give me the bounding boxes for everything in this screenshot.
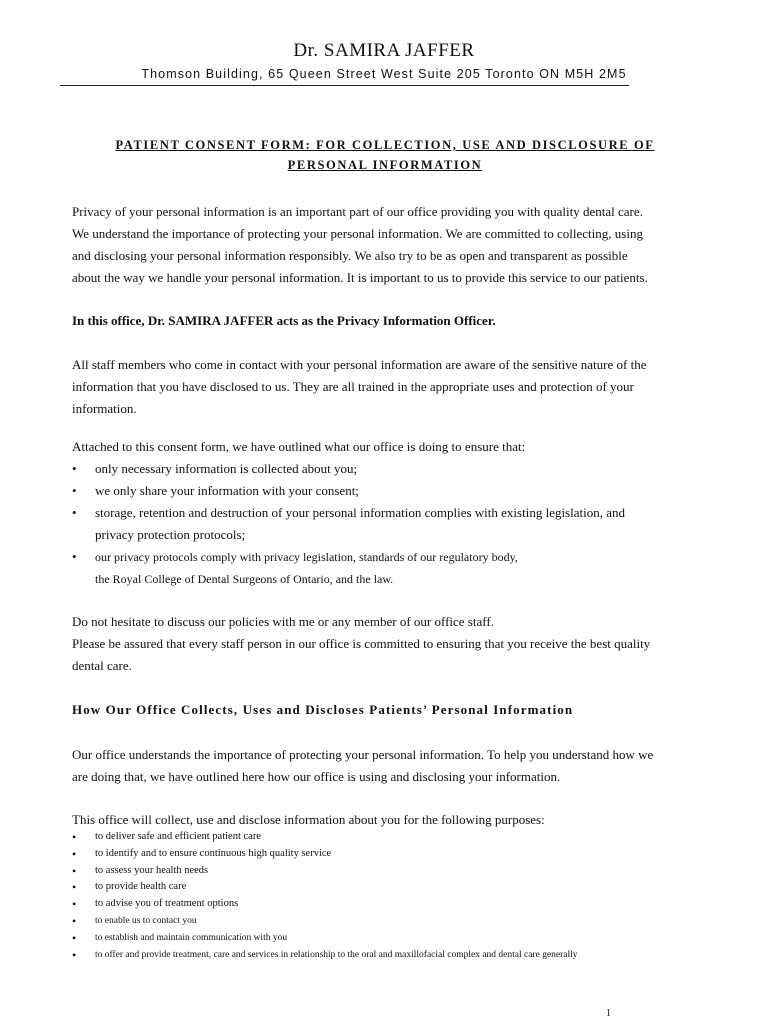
intro-line: Privacy of your personal information is an important part of our office providing you with quality dental care. [72, 204, 643, 219]
bullet-icon: • [72, 505, 77, 520]
purposes-intro: This office will collect, use and disclose information about you for the following purposes: [72, 812, 545, 827]
list-item [72, 947, 578, 964]
list-item-text: to offer and provide treatment, care and services in relationship to the oral and maxillofacial complex and dental care generally [95, 949, 578, 960]
list-item [72, 829, 578, 846]
list-item-text: to assess your health needs [95, 864, 209, 876]
page-number: 1 [606, 1008, 611, 1019]
bullet-icon: • [72, 846, 77, 861]
list-item [72, 913, 578, 930]
discuss-paragraph [72, 611, 650, 677]
list-item [72, 480, 625, 502]
list-item-text: the Royal College of Dental Surgeons of Ontario, and the law. [95, 572, 394, 586]
bullet-icon: • [72, 947, 77, 962]
staff-paragraph [72, 354, 646, 420]
section-heading: How Our Office Collects, Uses and Discloses Patients’ Personal Information [72, 702, 574, 717]
list-item [72, 863, 578, 880]
staff-line: information. [72, 401, 137, 416]
ensure-list [72, 458, 625, 590]
list-item-text: to identify and to ensure continuous high quality service [95, 847, 332, 859]
bullet-icon: • [72, 461, 77, 476]
bullet-icon: • [72, 483, 77, 498]
form-title-line-2: PERSONAL INFORMATION [287, 158, 483, 172]
doctor-name: Dr. SAMIRA JAFFER [293, 40, 475, 61]
list-item-text: to provide health care [95, 881, 187, 893]
form-title-line-1: PATIENT CONSENT FORM: FOR COLLECTION, USE AND DISCLOSURE OF [115, 138, 655, 152]
header-divider [60, 85, 629, 86]
bullet-icon: • [72, 897, 77, 912]
intro-line: and disclosing your personal information responsibly. We also try to be as open and transparent as possible [72, 248, 628, 263]
office-address: Thomson Building, 65 Queen Street West Suite 205 Toronto ON M5H 2M5 [141, 67, 627, 81]
staff-line: information that you have disclosed to us. They are all trained in the appropriate uses and protection of your [72, 379, 634, 394]
discuss-line: dental care. [72, 658, 132, 673]
attached-intro: Attached to this consent form, we have outlined what our office is doing to ensure that: [72, 439, 526, 454]
bullet-icon: • [72, 549, 77, 564]
intro-line: about the way we handle your personal information. It is important to us to provide this service to our patients. [72, 270, 648, 285]
list-item [72, 930, 578, 947]
list-item-text: to enable us to contact you [95, 915, 197, 926]
discuss-line: Please be assured that every staff person in our office is committed to ensuring that you receive the best quality [72, 636, 651, 651]
list-item-text: to deliver safe and efficient patient care [95, 831, 261, 842]
bullet-icon: • [72, 880, 77, 895]
understands-line: are doing that, we have outlined here how our office is using and disclosing your information. [72, 769, 561, 784]
list-item-text: to advise you of treatment options [95, 898, 239, 910]
staff-line: All staff members who come in contact with your personal information are aware of the sensitive nature of the [72, 357, 647, 372]
discuss-line: Do not hesitate to discuss our policies with me or any member of our office staff. [72, 614, 494, 629]
list-item [72, 879, 578, 896]
list-item-text: storage, retention and destruction of your personal information complies with existing legislation, and [95, 505, 625, 520]
intro-paragraph [72, 201, 648, 289]
bullet-icon: • [72, 930, 77, 945]
privacy-officer-statement: In this office, Dr. SAMIRA JAFFER acts as the Privacy Information Officer. [72, 313, 496, 328]
list-item [72, 502, 625, 546]
bullet-icon: • [72, 830, 77, 844]
list-item-text: only necessary information is collected about you; [95, 461, 358, 476]
list-item [72, 458, 625, 480]
list-item-text: we only share your information with your consent; [95, 483, 359, 498]
list-item [72, 896, 578, 913]
understands-paragraph [72, 744, 653, 788]
understands-line: Our office understands the importance of protecting your personal information. To help you understand how we [72, 747, 654, 762]
list-item-text: to establish and maintain communication with you [95, 932, 288, 943]
purposes-list [72, 829, 578, 963]
list-item [72, 546, 625, 590]
intro-line: We understand the importance of protecting your personal information. We are committed to collecting, using [72, 226, 643, 241]
bullet-icon: • [72, 913, 77, 928]
list-item [72, 846, 578, 863]
list-item-text: privacy protection protocols; [95, 527, 246, 542]
list-item-text: our privacy protocols comply with privacy legislation, standards of our regulatory body, [95, 550, 518, 564]
bullet-icon: • [72, 863, 77, 878]
